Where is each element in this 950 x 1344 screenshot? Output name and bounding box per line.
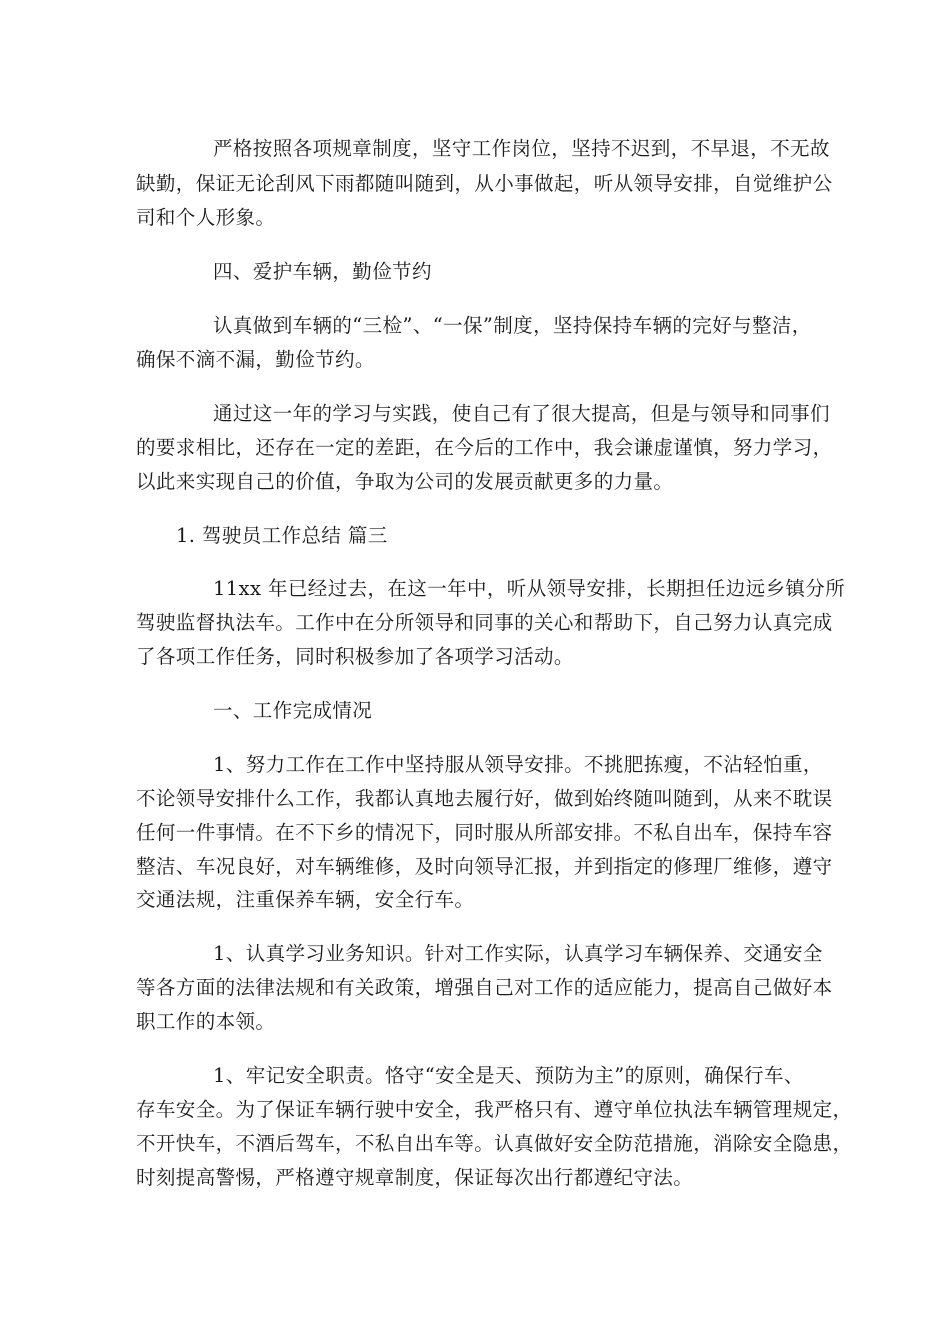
text-line: 驾驶监督执法车。工作中在分所领导和同事的关心和帮助下，自己努力认真完成 bbox=[136, 611, 833, 634]
text-line: 了各项工作任务，同时积极参加了各项学习活动。 bbox=[136, 645, 574, 668]
text-line: 任何一件事情。在不下乡的情况下，同时服从所部安排。不私自出车，保持车容 bbox=[136, 821, 833, 844]
text-line: 1、努力工作在工作中坚持服从领导安排。不挑肥拣瘦，不沾轻怕重， bbox=[213, 753, 823, 776]
text-line: 以此来实现自己的价值，争取为公司的发展贡献更多的力量。 bbox=[136, 470, 674, 493]
text-line: 通过这一年的学习与实践，使自己有了很大提高，但是与领导和同事们 bbox=[213, 402, 830, 425]
text-line: 交通法规，注重保养车辆，安全行车。 bbox=[136, 888, 475, 911]
text-line: 整洁、车况良好，对车辆维修，及时向领导汇报，并到指定的修理厂维修，遵守 bbox=[136, 855, 833, 878]
text-line: 不论领导安排什么工作，我都认真地去履行好，做到始终随叫随到，从来不耽误 bbox=[136, 787, 833, 810]
text-line: 司和个人形象。 bbox=[136, 206, 276, 229]
text-line: 的要求相比，还存在一定的差距，在今后的工作中，我会谦虚谨慎，努力学习， bbox=[136, 436, 833, 459]
text-line: 职工作的本领。 bbox=[136, 1010, 276, 1033]
text-line: 认真做到车辆的“三检”、“一保”制度，坚持保持车辆的完好与整洁， bbox=[213, 314, 812, 337]
article-heading: 1. 驾驶员工作总结 篇三 bbox=[176, 524, 388, 547]
section-heading: 四、爱护车辆，勤俭节约 bbox=[213, 260, 432, 283]
text-line: 存车安全。为了保证车辆行驶中安全，我严格只有、遵守单位执法车辆管理规定， bbox=[136, 1098, 853, 1121]
text-line: 1、牢记安全职责。恪守“安全是天、预防为主”的原则，确保行车、 bbox=[213, 1064, 804, 1087]
text-line: 等各方面的法律法规和有关政策，增强自己对工作的适应能力，提高自己做好本 bbox=[136, 976, 833, 999]
text-line: 确保不滴不漏，勤俭节约。 bbox=[136, 348, 375, 371]
text-line: 严格按照各项规章制度，坚守工作岗位，坚持不迟到，不早退，不无故 bbox=[213, 137, 830, 160]
text-line: 缺勤，保证无论刮风下雨都随叫随到，从小事做起，听从领导安排，自觉维护公 bbox=[136, 172, 833, 195]
text-line: 不开快车，不酒后驾车，不私自出车等。认真做好安全防范措施，消除安全隐患， bbox=[136, 1132, 853, 1155]
text-line: 11xx 年已经过去，在这一年中，听从领导安排，长期担任边远乡镇分所 bbox=[213, 577, 846, 600]
text-line: 时刻提高警惕，严格遵守规章制度，保证每次出行都遵纪守法。 bbox=[136, 1166, 694, 1189]
text-line: 1、认真学习业务知识。针对工作实际，认真学习车辆保养、交通安全 bbox=[213, 942, 823, 965]
section-heading: 一、工作完成情况 bbox=[213, 699, 373, 722]
